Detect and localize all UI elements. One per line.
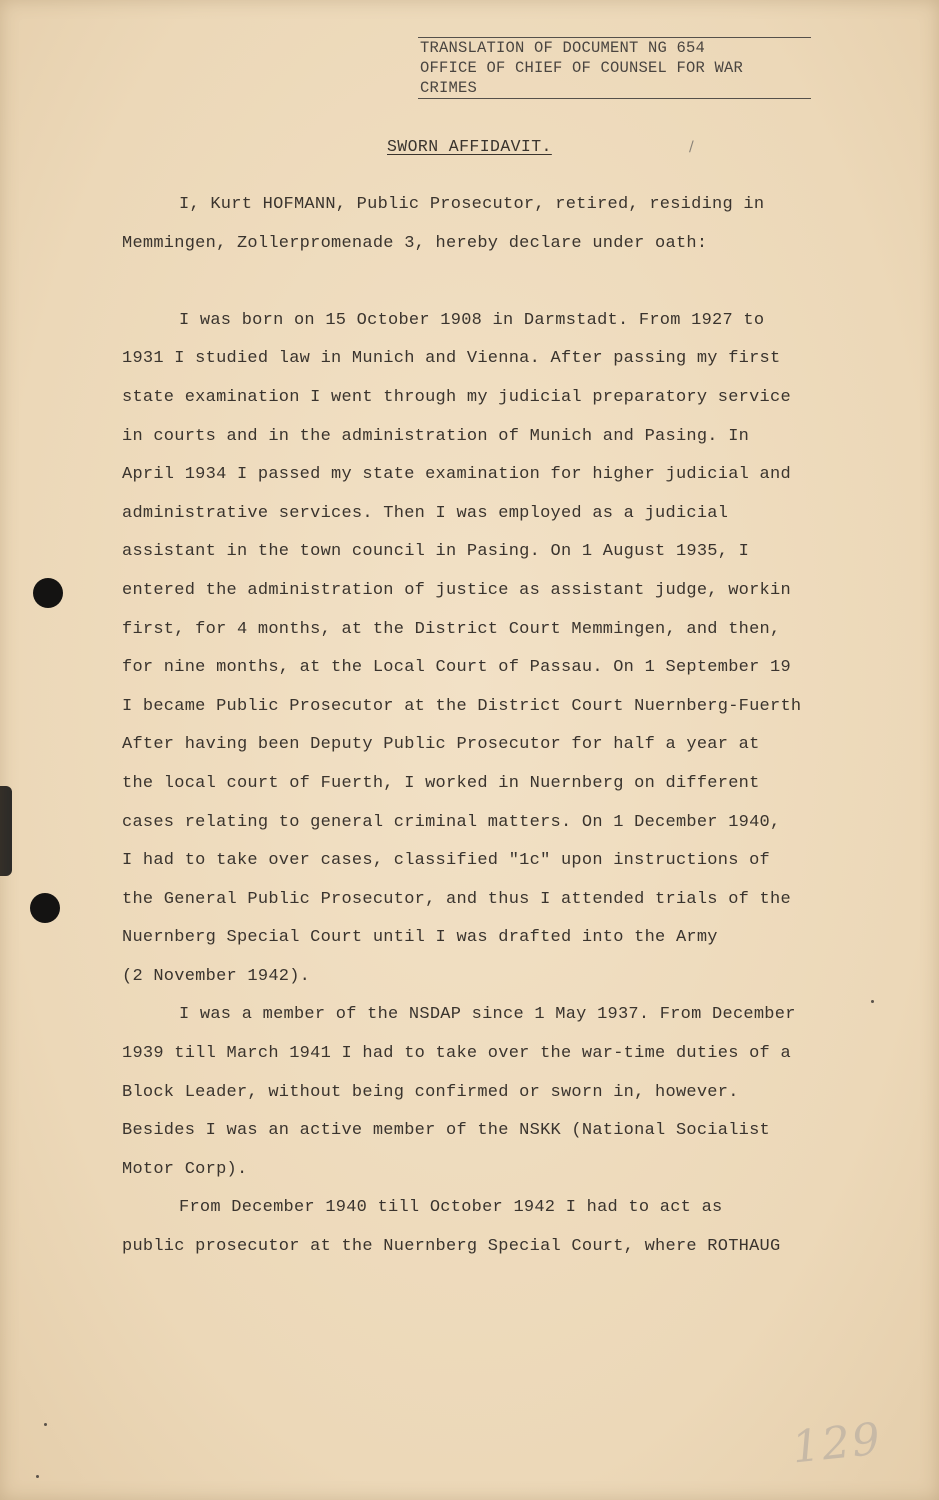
- body-line-blank: [122, 263, 854, 302]
- body-line: 1939 till March 1941 I had to take over the war-time duties of a: [122, 1044, 791, 1064]
- body-line: After having been Deputy Public Prosecutor for half a year at: [122, 735, 760, 755]
- body-line: cases relating to general criminal matters. On 1 December 1940,: [122, 812, 781, 832]
- punch-hole: [33, 578, 63, 608]
- body-line: I was born on 15 October 1908 in Darmstadt. From 1927 to: [179, 310, 765, 330]
- header-line-3: CRIMES: [420, 79, 478, 97]
- body-line: the General Public Prosecutor, and thus I attended trials of the: [122, 889, 791, 909]
- body-line: (2 November 1942).: [122, 966, 311, 986]
- document-title: SWORN AFFIDAVIT.: [387, 137, 552, 156]
- body-line: April 1934 I passed my state examination for higher judicial and: [122, 465, 791, 485]
- body-line: I had to take over cases, classified "1c" upon instructions of: [122, 851, 771, 871]
- body-line: Memmingen, Zollerpromenade 3, hereby declare under oath:: [122, 233, 708, 253]
- body-line: Motor Corp).: [122, 1159, 248, 1179]
- affidavit-body: [122, 186, 854, 1267]
- punch-hole: [30, 893, 60, 923]
- body-line: administrative services. Then I was employed as a judicial: [122, 503, 729, 523]
- body-line: I, Kurt HOFMANN, Public Prosecutor, retired, residing in: [179, 195, 765, 214]
- header-rule-bottom: [418, 98, 811, 99]
- body-line: 1931 I studied law in Munich and Vienna. After passing my first: [122, 349, 781, 369]
- body-line: entered the administration of justice as assistant judge, workin: [122, 580, 791, 600]
- body-line: Nuernberg Special Court until I was drafted into the Army: [122, 928, 718, 948]
- header-line-1: TRANSLATION OF DOCUMENT NG 654: [420, 39, 706, 57]
- body-line: From December 1940 till October 1942 I had to act as: [179, 1198, 723, 1218]
- paper-speck: [871, 1000, 874, 1003]
- body-line: first, for 4 months, at the District Court Memmingen, and then,: [122, 619, 781, 639]
- body-line: I became Public Prosecutor at the District Court Nuernberg-Fuerth: [122, 696, 802, 716]
- binding-mark: [0, 786, 12, 876]
- document-header: [420, 38, 812, 98]
- body-line: for nine months, at the Local Court of Passau. On 1 September 19: [122, 658, 791, 678]
- paper-speck: [36, 1475, 39, 1478]
- body-line: Besides I was an active member of the NSKK (National Socialist: [122, 1121, 771, 1141]
- body-line: I was a member of the NSDAP since 1 May 1937. From December: [179, 1005, 796, 1025]
- body-line: public prosecutor at the Nuernberg Special Court, where ROTHAUG: [122, 1237, 781, 1257]
- body-line: assistant in the town council in Pasing. On 1 August 1935, I: [122, 542, 750, 562]
- header-line-2: OFFICE OF CHIEF OF COUNSEL FOR WAR: [420, 59, 744, 77]
- body-line: in courts and in the administration of Munich and Pasing. In: [122, 426, 750, 446]
- body-line: the local court of Fuerth, I worked in Nuernberg on different: [122, 773, 760, 793]
- body-line: state examination I went through my judicial preparatory service: [122, 387, 791, 407]
- body-line: Block Leader, without being confirmed or sworn in, however.: [122, 1082, 739, 1102]
- page-number: 129: [789, 1413, 885, 1474]
- paper-speck: [44, 1423, 47, 1426]
- pencil-mark: /: [689, 139, 694, 155]
